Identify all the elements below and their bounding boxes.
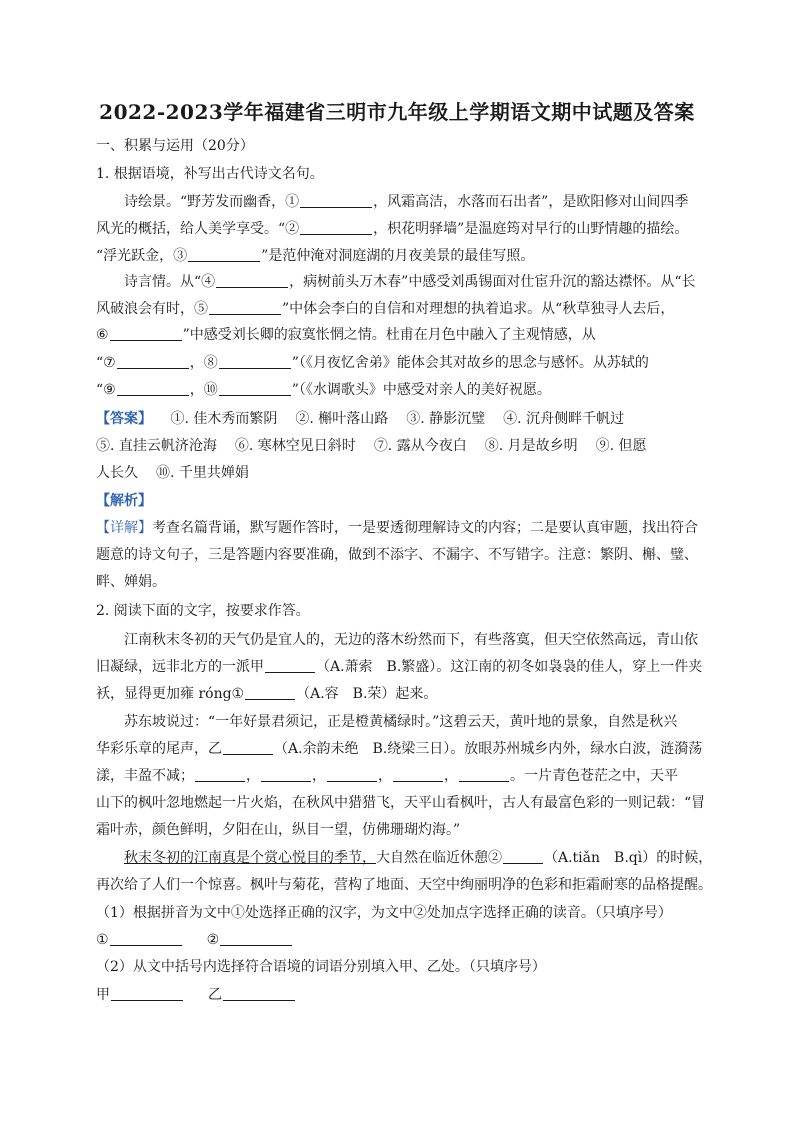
- answer-blank[interactable]: [503, 849, 543, 864]
- answer-line-3: [96, 463, 706, 483]
- sub-question-1-blanks: ① ②: [96, 930, 706, 950]
- sub-question-2-blanks: 甲 乙: [96, 985, 706, 1005]
- q2-para1-line2: 旧凝绿，远非北方的一派甲 （A.萧索 B.繁盛）。这江南的初冬如袅袅的佳人，穿上一件夹: [96, 659, 703, 675]
- answer-tag: 【答案】: [96, 411, 152, 427]
- q2-para3-line1: 秋末冬初的江南真是个赏心悦目的季节，大自然在临近休憩② （A.tiǎn B.qì）的时候，: [124, 850, 713, 866]
- detail-line-1: 【详解】考查名篇背诵，默写题作答时，一是要透彻理解诗文的内容；二是要认真审题，找出符合: [96, 520, 698, 536]
- answer-blank[interactable]: [245, 685, 295, 700]
- answer-blank[interactable]: [327, 767, 377, 782]
- q2-para2-line1: 苏东坡说过：“一年好景君须记，正是橙黄橘绿时。”这碧云天，黄叶地的景象，自然是秋兴: [124, 714, 678, 730]
- detail-tag: 【详解】: [96, 520, 152, 536]
- q1-para2-line4: “⑦ ，⑧ ”（《月夜忆舍弟》能体会其对故乡的思念与感怀。从苏轼的: [96, 355, 649, 371]
- answer-item: ④. 沉舟侧畔千帆过: [503, 411, 625, 427]
- answer-blank[interactable]: [219, 354, 291, 369]
- answer-blank[interactable]: [117, 354, 189, 369]
- answer-item: 人长久: [96, 465, 138, 481]
- answer-blank[interactable]: [188, 247, 260, 262]
- q2-para3-line2: 再次给了人们一个惊喜。枫叶与菊花，营构了地面、天空中绚丽明净的色彩和拒霜耐寒的品格提醒。: [96, 877, 712, 893]
- answer-line-2: [96, 436, 706, 456]
- answer-blank[interactable]: [223, 986, 295, 1001]
- answer-blank[interactable]: [110, 326, 182, 341]
- question-2-stem: 2. 阅读下面的文字，按要求作答。: [96, 603, 310, 619]
- q2-para1-line3: 袄，显得更加雍 róng① （A.容 B.荣）起来。: [96, 686, 438, 702]
- answer-blank[interactable]: [223, 740, 273, 755]
- q2-para2-line3: 漾，丰盈不减； ， ， ， ， 。一片青色苍茫之中，天平: [96, 768, 678, 784]
- answer-blank[interactable]: [220, 931, 292, 946]
- answer-blank[interactable]: [209, 300, 281, 315]
- answer-blank[interactable]: [111, 986, 183, 1001]
- answer-blank[interactable]: [300, 193, 372, 208]
- underlined-sentence: 秋末冬初的江南真是个赏心悦目的季节，: [124, 850, 376, 866]
- q2-para2-line2: 华彩乐章的尾声，乙 （A.余韵未绝 B.绕梁三日）。放眼苏州城乡内外，绿水白波，涟漪荡: [96, 741, 703, 757]
- answer-blank[interactable]: [216, 273, 288, 288]
- answer-item: ③. 静影沉璧: [406, 411, 486, 427]
- answer-item: ⑧. 月是故乡明: [484, 438, 578, 454]
- sub-question-1: （1）根据拼音为文中①处选择正确的汉字，为文中②处加点字选择正确的读音。（只填序号）: [96, 905, 672, 921]
- page-title: 2022-2023学年福建省三明市九年级上学期语文期中试题及答案: [99, 100, 695, 124]
- answer-blank[interactable]: [459, 767, 509, 782]
- answer-item: ⑨. 但愿: [595, 438, 647, 454]
- q1-para2-line5: “⑨ ，⑩ ”（《水调歌头》中感受对亲人的美好祝愿。: [96, 382, 551, 398]
- detail-line-2: 题意的诗文句子，三是答题内容要准确，做到不添字、不漏字、不写错字。注意：繁阴、槲、璧、: [96, 547, 698, 563]
- q2-para2-line5: 霜叶赤，颜色鲜明，夕阳在山，纵目一望，仿佛珊瑚灼海。”: [96, 822, 461, 838]
- analysis-tag: 【解析】: [96, 493, 152, 509]
- q1-para1-line3: “浮光跃金，③ ”是范仲淹对洞庭湖的月夜美景的最佳写照。: [96, 248, 535, 264]
- answer-blank[interactable]: [265, 658, 315, 673]
- q1-para2-line3: ⑥ ”中感受刘长卿的寂寞怅惘之情。杜甫在月色中融入了主观情感，从: [96, 327, 596, 343]
- sub-question-2: （2）从文中括号内选择符合语境的词语分别填入甲、乙处。（只填序号）: [96, 959, 546, 975]
- q1-para2-line2: 风破浪会有时，⑤ ”中体会李白的自信和对理想的执着追求。从“秋草独寻人去后，: [96, 301, 675, 317]
- answer-blank[interactable]: [110, 931, 182, 946]
- q2-para1-line1: 江南秋末冬初的天气仍是宜人的，无边的落木纷然而下，有些落寞，但天空依然高远，青山依: [124, 632, 698, 648]
- answer-item: ⑤. 直挂云帆济沧海: [96, 438, 217, 454]
- answer-item: ②. 槲叶落山路: [295, 411, 389, 427]
- answer-item: ⑩. 千里共婵娟: [156, 465, 249, 481]
- answer-blank[interactable]: [219, 381, 291, 396]
- answer-blank[interactable]: [261, 767, 311, 782]
- detail-line-3: 畔、婵娟。: [96, 574, 166, 590]
- q1-para2-line1: 诗言情。从“④ ，病树前头万木春”中感受刘禹锡面对仕宦升沉的豁达襟怀。从“长: [124, 274, 696, 290]
- answer-blank[interactable]: [195, 767, 245, 782]
- answer-item: ①. 佳木秀而繁阴: [170, 411, 278, 427]
- section-heading: 一、积累与运用（20分）: [96, 138, 254, 154]
- q2-para2-line4: 山下的枫叶忽地燃起一片火焰，在秋风中猎猎飞，天平山看枫叶，古人有最富色彩的一则记载：“冒: [96, 795, 706, 811]
- q1-para1-line1: 诗绘景。“野芳发而幽香，① ，风霜高洁，水落而石出者”，是欧阳修对山间四季: [124, 194, 689, 210]
- answer-item: ⑦. 露从今夜白: [373, 438, 467, 454]
- answer-blank[interactable]: [393, 767, 443, 782]
- answer-item: ⑥. 寒林空见日斜时: [234, 438, 356, 454]
- q1-para1-line2: 风光的概括，给人美学享受。“② ，枳花明驿墙”是温庭筠对早行的山野情趣的描绘。: [96, 221, 689, 237]
- answer-line-1: [96, 409, 706, 429]
- question-1-stem: 1. 根据语境，补写出古代诗文名句。: [96, 166, 324, 182]
- answer-blank[interactable]: [300, 220, 372, 235]
- answer-blank[interactable]: [117, 381, 189, 396]
